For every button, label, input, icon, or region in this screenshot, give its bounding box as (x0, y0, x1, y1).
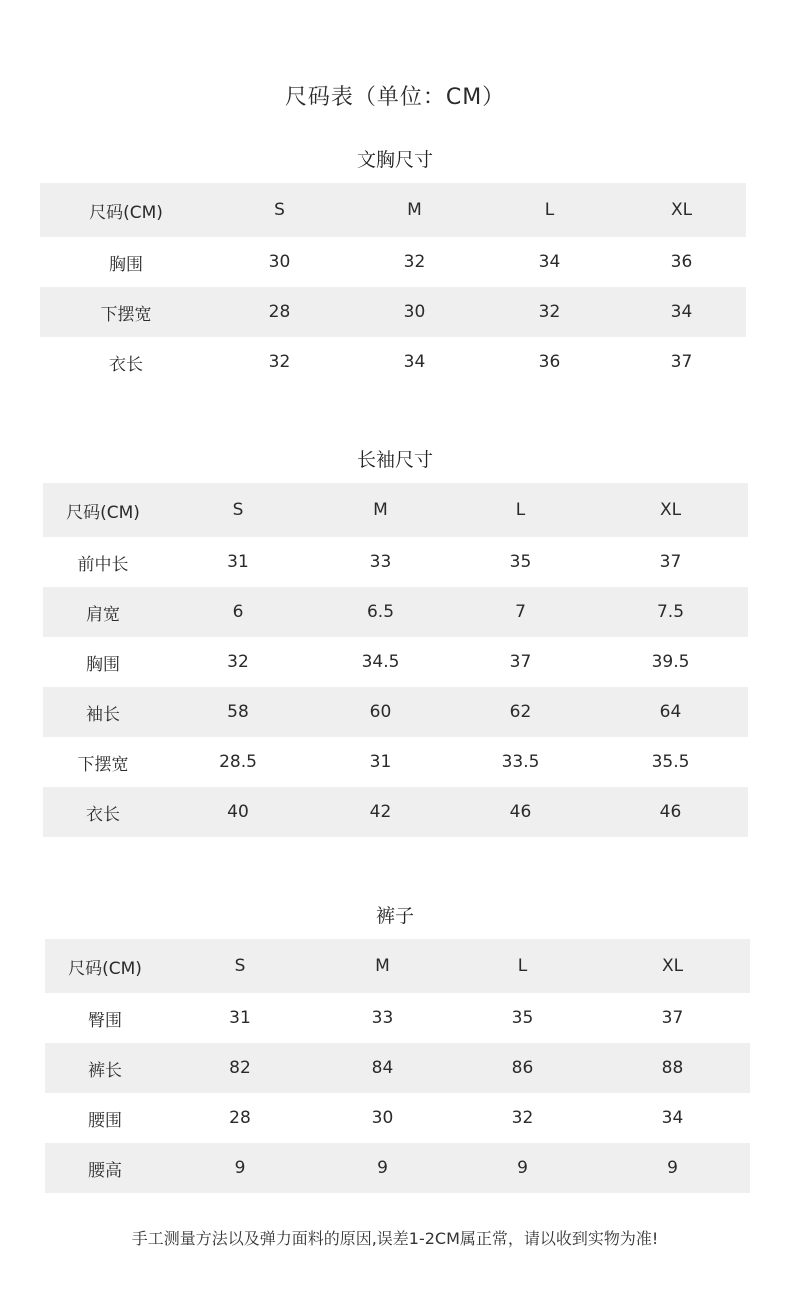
cell: 37 (659, 552, 682, 572)
cell: 34 (661, 1108, 684, 1128)
row-label: 衣长 (43, 787, 163, 837)
section-title-bra: 文胸尺寸 (356, 149, 433, 171)
header-cell: XL (617, 183, 746, 237)
cell: 58 (163, 687, 313, 737)
table-row (40, 237, 746, 287)
cell: 32 (511, 1108, 534, 1128)
cell: 40 (163, 787, 313, 837)
cell: 6 (163, 587, 313, 637)
header-cell: XL (593, 483, 748, 537)
cell: 33 (369, 552, 392, 572)
header-cell: 尺码(CM) (40, 183, 212, 237)
cell: 42 (313, 787, 448, 837)
row-label: 胸围 (109, 254, 143, 275)
header-cell: L (448, 483, 593, 537)
cell: 33.5 (501, 752, 540, 772)
cell: 46 (593, 787, 748, 837)
section-title-long-sleeve: 长袖尺寸 (356, 449, 433, 471)
table-row (43, 687, 748, 737)
cell: 82 (165, 1043, 315, 1093)
row-label: 裤长 (45, 1043, 165, 1093)
table-header-row (40, 183, 746, 237)
header-cell: M (315, 939, 450, 993)
size-table-bra (40, 183, 746, 387)
table-header-row (43, 483, 748, 537)
cell: 37 (661, 1008, 684, 1028)
cell: 46 (448, 787, 593, 837)
cell: 37 (670, 352, 693, 372)
cell: 32 (268, 352, 291, 372)
cell: 36 (670, 252, 693, 272)
cell: 30 (268, 252, 291, 272)
cell: 34 (617, 287, 746, 337)
page-title: 尺码表（单位：CM） (284, 85, 506, 110)
cell: 32 (403, 252, 426, 272)
header-cell: S (212, 183, 347, 237)
header-cell: M (347, 183, 482, 237)
table-row (40, 337, 746, 387)
row-label: 腰围 (88, 1110, 122, 1131)
cell: 30 (371, 1108, 394, 1128)
cell: 62 (448, 687, 593, 737)
cell: 31 (229, 1008, 251, 1028)
cell: 84 (315, 1043, 450, 1093)
cell: 34 (403, 352, 426, 372)
cell: 32 (482, 287, 617, 337)
cell: 30 (347, 287, 482, 337)
header-cell: M (313, 483, 448, 537)
header-cell: L (482, 183, 617, 237)
cell: 9 (595, 1143, 750, 1193)
table-header-row (45, 939, 750, 993)
cell: 86 (450, 1043, 595, 1093)
cell: 31 (369, 752, 392, 772)
cell: 37 (509, 652, 532, 672)
cell: 34.5 (361, 652, 400, 672)
size-table-pants (45, 939, 750, 1193)
cell: 31 (227, 552, 249, 572)
cell: 34 (538, 252, 561, 272)
cell: 28 (229, 1108, 251, 1128)
cell: 9 (165, 1143, 315, 1193)
cell: 35 (509, 552, 532, 572)
cell: 39.5 (651, 652, 690, 672)
size-table-long-sleeve (43, 483, 748, 837)
table-row (43, 587, 748, 637)
table-row (43, 637, 748, 687)
table-row (43, 537, 748, 587)
cell: 60 (313, 687, 448, 737)
row-label: 袖长 (43, 687, 163, 737)
table-row (40, 287, 746, 337)
row-label: 腰高 (45, 1143, 165, 1193)
row-label: 下摆宽 (40, 287, 212, 337)
header-cell: S (163, 483, 313, 537)
row-label: 胸围 (86, 654, 120, 675)
header-cell: 尺码(CM) (45, 939, 165, 993)
cell: 35.5 (651, 752, 690, 772)
row-label: 臀围 (88, 1010, 122, 1031)
cell: 7.5 (593, 587, 748, 637)
table-row (43, 737, 748, 787)
cell: 6.5 (313, 587, 448, 637)
cell: 36 (538, 352, 561, 372)
row-label: 肩宽 (43, 587, 163, 637)
cell: 88 (595, 1043, 750, 1093)
header-cell: 尺码(CM) (43, 483, 163, 537)
cell: 7 (448, 587, 593, 637)
table-row (45, 1143, 750, 1193)
cell: 33 (371, 1008, 394, 1028)
table-row (43, 787, 748, 837)
section-title-pants: 裤子 (375, 905, 414, 927)
cell: 28 (212, 287, 347, 337)
table-row (45, 1043, 750, 1093)
row-label: 前中长 (77, 554, 129, 575)
header-cell: S (165, 939, 315, 993)
table-row (45, 993, 750, 1043)
cell: 35 (511, 1008, 534, 1028)
header-cell: XL (595, 939, 750, 993)
cell: 9 (315, 1143, 450, 1193)
table-row (45, 1093, 750, 1143)
measurement-note: 手工测量方法以及弹力面料的原因,误差1-2CM属正常，请以收到实物为准! (131, 1229, 659, 1248)
cell: 9 (450, 1143, 595, 1193)
row-label: 衣长 (109, 354, 143, 375)
header-cell: L (450, 939, 595, 993)
cell: 28.5 (219, 752, 257, 772)
cell: 32 (227, 652, 249, 672)
cell: 64 (593, 687, 748, 737)
row-label: 下摆宽 (77, 754, 129, 775)
